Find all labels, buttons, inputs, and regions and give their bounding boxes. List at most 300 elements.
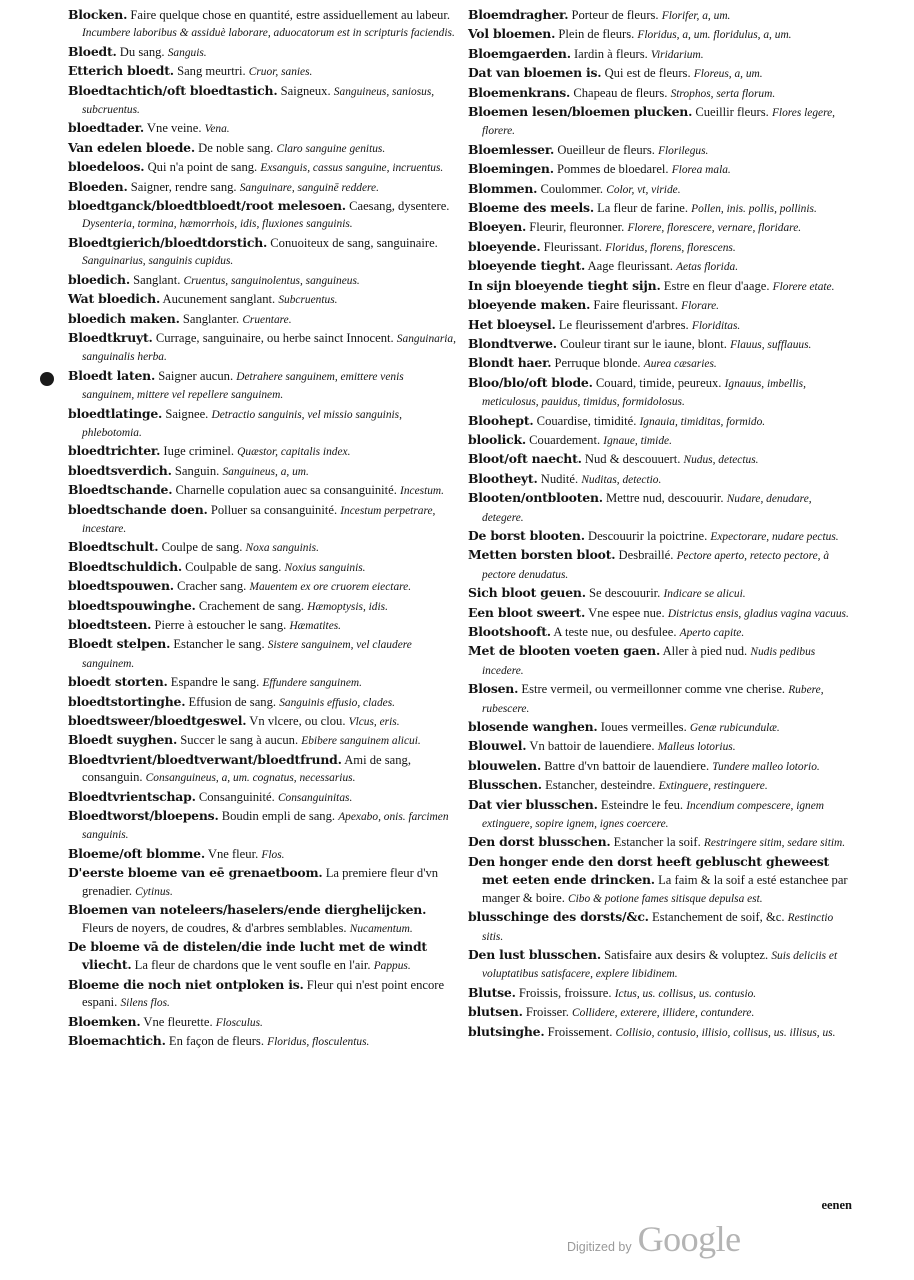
latin-equivalent: Pappus. <box>373 960 411 973</box>
headword: Van edelen bloede. <box>68 139 195 155</box>
french-definition: Faire fleurissant. <box>593 298 678 313</box>
headword: bloedtsverdich. <box>68 462 172 478</box>
dictionary-entry <box>468 1003 856 1022</box>
french-definition: Sang meurtri. <box>177 64 246 79</box>
right-column <box>468 6 856 1042</box>
headword: Bloedt stelpen. <box>68 636 171 652</box>
dictionary-entry <box>468 527 856 546</box>
dictionary-entry <box>68 405 456 443</box>
dictionary-entry <box>468 316 856 335</box>
dictionary-entry <box>468 354 856 373</box>
headword: Wat bloedich. <box>68 291 161 307</box>
french-definition: Caesang, dysentere. <box>349 199 450 214</box>
dictionary-entry <box>68 62 456 81</box>
dictionary-entry <box>68 807 456 845</box>
headword: Bloemachtich. <box>68 1032 166 1048</box>
headword: Bloemlesser. <box>468 141 555 157</box>
french-definition: Ioues vermeilles. <box>600 720 687 735</box>
french-definition: Estre en fleur d'aage. <box>663 278 770 293</box>
french-definition: Qui n'a point de sang. <box>147 160 258 175</box>
french-definition: La fleur de farine. <box>597 201 689 216</box>
latin-equivalent: Flos. <box>261 848 285 861</box>
latin-equivalent: Restinctio sitis. <box>482 912 834 943</box>
dictionary-entry <box>468 853 856 908</box>
headword: Blocken. <box>68 7 128 22</box>
latin-equivalent: Ictus, us. collisus, us. contusio. <box>614 987 757 1000</box>
dictionary-entry <box>68 139 456 158</box>
dictionary-entry <box>68 635 456 673</box>
dictionary-entry <box>68 290 456 309</box>
dictionary-entry <box>68 577 456 596</box>
headword: Bloemgaerden. <box>468 45 571 61</box>
dictionary-entry <box>68 82 456 120</box>
latin-equivalent: Apexabo, onis. farcimen sanguinis. <box>82 811 449 842</box>
headword: Bloedtworst/bloepens. <box>68 808 219 824</box>
headword: Bloedtachtich/oft bloedtastich. <box>68 82 278 98</box>
french-definition: Crachement de sang. <box>198 598 305 613</box>
dictionary-entry <box>468 776 856 795</box>
dictionary-entry <box>468 946 856 984</box>
headword: Dat van bloemen is. <box>468 65 602 81</box>
french-definition: Saigner aucun. <box>158 368 234 383</box>
french-definition: Froisser. <box>525 1005 569 1020</box>
dictionary-entry <box>68 6 456 43</box>
headword: Blommen. <box>468 180 538 196</box>
dictionary-entry <box>468 335 856 354</box>
latin-equivalent: Detrahere sanguinem, emittere venis sanguinem, mittere vel repellere sanguinem. <box>82 370 404 402</box>
latin-equivalent: Sanguineus, saniosus, subcruentus. <box>82 85 435 117</box>
dictionary-entry <box>68 442 456 461</box>
french-definition: La premiere fleur d'vn grenadier. <box>82 866 439 898</box>
headword: bloeyende maken. <box>468 297 591 313</box>
dictionary-entry <box>468 412 856 431</box>
french-definition: Perruque blonde. <box>554 356 641 371</box>
dictionary-entry <box>468 546 856 584</box>
french-definition: Nud & descouuert. <box>584 452 681 467</box>
french-definition: Coulpable de sang. <box>185 559 282 574</box>
latin-equivalent: Noxa sanguinis. <box>245 542 319 555</box>
latin-equivalent: Exsanguis, cassus sanguine, incruentus. <box>260 162 444 175</box>
dictionary-entry <box>468 642 856 680</box>
dictionary-entry <box>468 160 856 179</box>
headword: bloedtspouwinghe. <box>68 597 196 613</box>
french-definition: A teste nue, ou desfulee. <box>553 625 677 639</box>
latin-equivalent: Sistere sanguinem, vel claudere sanguinem. <box>82 639 412 670</box>
french-definition: Fleur qui n'est point encore espani. <box>82 977 445 1010</box>
dictionary-entry <box>68 367 456 405</box>
latin-equivalent: Sanguinis effusio, clades. <box>279 696 395 709</box>
headword: Bloemken. <box>68 1013 141 1029</box>
latin-equivalent: Sanguinaria, sanguinalis herba. <box>82 332 456 364</box>
french-definition: Succer le sang à aucun. <box>180 733 299 748</box>
headword: blosende wanghen. <box>468 719 598 735</box>
latin-equivalent: Suis deliciis et voluptatibus satisfacere, explere libidinem. <box>482 949 838 981</box>
latin-equivalent: Consanguineus, a, um. cognatus, necessarius. <box>145 772 356 785</box>
headword: Sich bloot geuen. <box>468 585 586 601</box>
french-definition: Esteindre le feu. <box>600 797 684 812</box>
latin-equivalent: Quæstor, capitalis index. <box>237 446 351 459</box>
dictionary-entry <box>68 158 456 177</box>
dictionary-entry <box>468 450 856 469</box>
headword: blouwelen. <box>468 757 542 773</box>
latin-equivalent: Noxius sanguinis. <box>284 561 366 574</box>
headword: bloedtsweer/bloedtgeswel. <box>68 713 247 729</box>
french-definition: Fleurs de noyers, de coudres, & d'arbres semblables. <box>82 920 347 935</box>
headword: Blouwel. <box>468 738 527 754</box>
french-definition: Couard, timide, peureux. <box>595 375 722 390</box>
latin-equivalent: Sanguineus, a, um. <box>222 465 309 478</box>
french-definition: Le fleurissement d'arbres. <box>558 317 689 332</box>
headword: Bloedtkruyt. <box>68 329 153 345</box>
latin-equivalent: Viridarium. <box>650 48 704 61</box>
french-definition: Se descouurir. <box>588 586 661 601</box>
dictionary-entry <box>468 238 856 257</box>
headword: blutsen. <box>468 1004 523 1020</box>
latin-equivalent: Sanguinarius, sanguinis cupidus. <box>82 255 234 268</box>
latin-equivalent: Ebibere sanguinem alicui. <box>301 735 421 748</box>
french-definition: Estancher le sang. <box>173 637 265 652</box>
latin-equivalent: Mauentem ex ore cruorem eiectare. <box>249 581 412 594</box>
latin-equivalent: Floreus, a, um. <box>693 68 763 81</box>
headword: Blusschen. <box>468 777 542 793</box>
headword: bloeyende tieght. <box>468 258 586 274</box>
dictionary-entry <box>68 845 456 864</box>
french-definition: Satisfaire aux desirs & voluptez. <box>604 947 769 962</box>
headword: Bloedtvrient/bloedtverwant/bloedtfrund. <box>68 751 342 767</box>
french-definition: Froissement. <box>547 1024 613 1039</box>
latin-equivalent: Silens flos. <box>120 997 170 1010</box>
dictionary-entry <box>468 796 856 834</box>
headword: Blooten/ontblooten. <box>468 490 603 506</box>
catchword: eenen <box>821 1198 852 1212</box>
dictionary-entry <box>68 864 456 901</box>
dictionary-entry <box>468 489 856 527</box>
digitized-by-label: Digitized by <box>567 1240 632 1254</box>
latin-equivalent: Districtus ensis, gladius vagina vacuus. <box>667 607 849 620</box>
latin-equivalent: Incumbere laboribus & assiduè laborare, aduocatorum est in scripturis faciendis. <box>82 27 455 40</box>
headword: Bloedtschult. <box>68 539 159 555</box>
dictionary-entry <box>468 604 856 623</box>
dictionary-entry <box>68 538 456 557</box>
headword: bloedeloos. <box>68 159 145 175</box>
latin-equivalent: Detractio sanguinis, vel missio sanguinis, phlebotomia. <box>82 408 402 439</box>
headword: De bloeme vā de distelen/die inde lucht met de windt vliecht. <box>68 938 427 973</box>
dictionary-entry <box>68 310 456 329</box>
dictionary-entry <box>68 481 456 500</box>
dictionary-entry <box>468 25 856 44</box>
headword: Het bloeysel. <box>468 316 556 332</box>
french-definition: Aucunement sanglant. <box>162 292 276 307</box>
french-definition: Consanguinité. <box>198 789 275 804</box>
french-definition: Vne espee nue. <box>588 605 665 620</box>
french-definition: Porteur de fleurs. <box>571 8 659 22</box>
dictionary-entry <box>468 984 856 1003</box>
dictionary-entry <box>468 199 856 218</box>
latin-equivalent: Cruentare. <box>242 313 292 326</box>
french-definition: Aller à pied nud. <box>662 644 748 659</box>
dictionary-entry <box>68 119 456 138</box>
headword: Bloemingen. <box>468 161 554 177</box>
headword: Bloemenkrans. <box>468 84 571 100</box>
headword: Bloedt laten. <box>68 367 156 383</box>
french-definition: Couleur tirant sur le iaune, blont. <box>560 336 727 351</box>
headword: Metten borsten bloot. <box>468 547 616 563</box>
latin-equivalent: Cruentus, sanguinolentus, sanguineus. <box>183 274 360 287</box>
latin-equivalent: Cruor, sanies. <box>248 66 313 79</box>
french-definition: La faim & la soif a esté estanchee par manger & boire. <box>482 873 848 905</box>
french-definition: Iuge criminel. <box>163 444 235 459</box>
headword: Den lust blusschen. <box>468 946 601 962</box>
latin-equivalent: Flauus, sufflauus. <box>730 338 812 351</box>
french-definition: Estanchement de soif, &c. <box>651 910 785 925</box>
french-definition: Cracher sang. <box>177 579 247 594</box>
dictionary-entry <box>468 757 856 776</box>
dictionary-entry <box>468 623 856 642</box>
latin-equivalent: Subcruentus. <box>278 294 338 307</box>
french-definition: De noble sang. <box>198 140 274 155</box>
french-definition: Vne fleur. <box>207 846 259 861</box>
dictionary-entry <box>68 1032 456 1051</box>
headword: Den honger ende den dorst heeft gebluscht gheweest met eeten ende drincken. <box>468 853 830 888</box>
dictionary-entry <box>468 296 856 315</box>
latin-equivalent: Ignaue, timide. <box>603 434 672 447</box>
latin-equivalent: Ignauus, imbellis, meticulosus, pauidus, timidus, formidolosus. <box>482 377 806 409</box>
latin-equivalent: Vlcus, eris. <box>348 716 400 729</box>
dictionary-entry <box>68 712 456 731</box>
headword: Bloemdragher. <box>468 7 569 22</box>
french-definition: Conuoiteux de sang, sanguinaire. <box>270 235 438 250</box>
headword: Bloedt. <box>68 43 117 59</box>
headword: Dat vier blusschen. <box>468 796 598 812</box>
headword: bloedtganck/bloedtbloedt/root melesoen. <box>68 198 346 214</box>
french-definition: Polluer sa consanguinité. <box>210 502 338 517</box>
dictionary-entry <box>68 673 456 692</box>
french-definition: Chapeau de fleurs. <box>573 85 668 100</box>
dictionary-entry <box>468 718 856 737</box>
dictionary-entry <box>68 271 456 290</box>
latin-equivalent: Sanguinare, sanguinē reddere. <box>239 181 379 194</box>
french-definition: Boudin empli de sang. <box>221 809 336 824</box>
dictionary-entry <box>468 1023 856 1042</box>
dictionary-entry <box>468 374 856 412</box>
latin-equivalent: Nucamentum. <box>349 922 413 935</box>
latin-equivalent: Nuditas, detectio. <box>581 473 662 486</box>
dictionary-entry <box>468 680 856 718</box>
latin-equivalent: Floridus, florens, florescens. <box>605 241 736 254</box>
left-column <box>68 6 456 1051</box>
latin-equivalent: Tundere malleo lotorio. <box>712 760 820 773</box>
headword: Etterich bloedt. <box>68 63 174 79</box>
french-definition: La fleur de chardons que le vent soufle en l'air. <box>134 958 371 973</box>
latin-equivalent: Consanguinitas. <box>277 791 353 804</box>
dictionary-entry <box>68 197 456 234</box>
headword: Blootheyt. <box>468 470 538 486</box>
latin-equivalent: Florifer, a, um. <box>661 10 731 22</box>
latin-equivalent: Cibo & potione fames sitisque depulsa est. <box>568 892 763 905</box>
french-definition: Currage, sanguinaire, ou herbe sainct Innocent. <box>155 330 394 345</box>
latin-equivalent: Malleus lotorius. <box>657 741 736 754</box>
latin-equivalent: Florere, florescere, vernare, floridare. <box>627 222 802 235</box>
french-definition: Nudité. <box>540 471 579 486</box>
latin-equivalent: Aetas florida. <box>676 261 739 274</box>
headword: Bloohept. <box>468 412 534 428</box>
headword: Blosen. <box>468 681 519 697</box>
headword: Bloedtvrientschap. <box>68 788 196 804</box>
latin-equivalent: Effundere sanguinem. <box>262 677 362 690</box>
latin-equivalent: Sanguis. <box>167 46 207 59</box>
french-definition: En façon de fleurs. <box>168 1033 264 1048</box>
french-definition: Saigneux. <box>280 83 331 98</box>
latin-equivalent: Nudare, denudare, detegere. <box>482 493 812 524</box>
dictionary-entry <box>468 431 856 450</box>
french-definition: Pommes de bloedarel. <box>556 162 669 177</box>
dictionary-entry <box>68 329 456 367</box>
french-definition: Couardement. <box>529 432 601 447</box>
french-definition: Vne veine. <box>146 121 202 136</box>
latin-equivalent: Pectore aperto, retecto pectore, à pectore denudatus. <box>482 550 830 581</box>
dictionary-entry <box>468 833 856 852</box>
latin-equivalent: Collidere, exterere, illidere, contundere. <box>572 1007 755 1020</box>
french-definition: Battre d'vn battoir de lauendiere. <box>544 758 710 773</box>
headword: Bloeden. <box>68 178 128 194</box>
latin-equivalent: Dysenteria, tormina, hæmorrhois, idis, fluxiones sanguinis. <box>82 218 353 231</box>
headword: bloedtstortinghe. <box>68 693 186 709</box>
latin-equivalent: Restringere sitim, sedare sitim. <box>703 837 846 850</box>
dictionary-entry <box>68 788 456 807</box>
french-definition: Charnelle copulation auec sa consanguinité. <box>175 483 397 498</box>
headword: bloedtlatinge. <box>68 405 163 421</box>
dictionary-entry <box>468 180 856 199</box>
headword: bloedich maken. <box>68 310 180 326</box>
dictionary-entry <box>468 908 856 946</box>
dictionary-entry <box>468 470 856 489</box>
dictionary-entry <box>68 976 456 1013</box>
dictionary-entry <box>468 257 856 276</box>
headword: bloedtsteen. <box>68 617 152 632</box>
dictionary-entry <box>68 43 456 62</box>
french-definition: Faire quelque chose en quantité, estre assiduellement au labeur. <box>130 8 450 22</box>
dictionary-entry <box>68 1013 456 1032</box>
headword: Bloeyen. <box>468 219 527 235</box>
french-definition: Couardise, timidité. <box>536 413 637 428</box>
french-definition: Plein de fleurs. <box>558 27 635 42</box>
dictionary-entry <box>68 616 456 635</box>
headword: bloedtrichter. <box>68 443 161 459</box>
headword: Den dorst blusschen. <box>468 834 611 850</box>
headword: bloeyende. <box>468 238 541 254</box>
french-definition: Oueilleur de fleurs. <box>557 142 655 157</box>
french-definition: Aage fleurissant. <box>587 259 673 274</box>
latin-equivalent: Aurea cæsaries. <box>643 358 717 371</box>
dictionary-entry <box>68 558 456 577</box>
dictionary-entry <box>68 731 456 750</box>
headword: D'eerste bloeme van eē grenaetboom. <box>68 865 323 881</box>
latin-equivalent: Genæ rubicundulæ. <box>689 722 780 735</box>
french-definition: Froissis, froissure. <box>518 985 612 1000</box>
headword: bloolick. <box>468 431 526 447</box>
french-definition: Ami de sang, consanguin. <box>82 752 411 785</box>
french-definition: Effusion de sang. <box>188 694 277 709</box>
latin-equivalent: Aperto capite. <box>679 627 745 639</box>
french-definition: Mettre nud, descouurir. <box>606 491 724 506</box>
headword: Bloedtschande. <box>68 482 173 498</box>
headword: Blondt haer. <box>468 355 552 371</box>
ink-blot <box>40 372 54 386</box>
french-definition: Descouurir la poictrine. <box>588 528 708 543</box>
french-definition: Iardin à fleurs. <box>573 46 648 61</box>
headword: Bloeme/oft blomme. <box>68 845 205 861</box>
french-definition: Sanglant. <box>133 272 181 287</box>
dictionary-entry <box>468 218 856 237</box>
headword: bloedich. <box>68 271 130 287</box>
headword: Blutse. <box>468 984 516 1000</box>
dictionary-entry <box>468 737 856 756</box>
headword: De borst blooten. <box>468 527 585 543</box>
latin-equivalent: Incestum. <box>400 485 444 498</box>
headword: Bloemen van noteleers/haselers/ende dierghelijcken. <box>68 902 427 918</box>
dictionary-entry <box>68 938 456 976</box>
french-definition: Du sang. <box>119 44 165 59</box>
headword: Vol bloemen. <box>468 26 556 42</box>
latin-equivalent: Expectorare, nudare pectus. <box>710 530 839 543</box>
headword: Bloemen lesen/bloemen plucken. <box>468 104 693 120</box>
latin-equivalent: Incendium compescere, ignem extinguere, sopire ignem, ignes coercere. <box>482 799 825 831</box>
french-definition: Saigner, rendre sang. <box>130 179 237 194</box>
latin-equivalent: Flosculus. <box>215 1016 263 1029</box>
latin-equivalent: Indicare se alicui. <box>663 588 746 601</box>
french-definition: Espandre le sang. <box>170 675 260 690</box>
french-definition: Sanguin. <box>174 463 220 478</box>
latin-equivalent: Ignauia, timiditas, formido. <box>639 415 766 428</box>
headword: Bloo/blo/oft blode. <box>468 374 593 390</box>
latin-equivalent: Vena. <box>204 123 230 136</box>
dictionary-entry <box>68 597 456 616</box>
french-definition: Estancher la soif. <box>613 835 701 850</box>
headword: Bloedtgierich/bloedtdorstich. <box>68 234 268 250</box>
latin-equivalent: Incestum perpetrare, incestare. <box>82 504 436 535</box>
latin-equivalent: Florea mala. <box>671 164 731 177</box>
french-definition: Vne fleurette. <box>143 1014 213 1029</box>
dictionary-entry <box>468 141 856 160</box>
headword: bloedt storten. <box>68 674 168 690</box>
french-definition: Desbraillé. <box>618 548 674 563</box>
dictionary-entry <box>68 501 456 539</box>
dictionary-entry <box>68 693 456 712</box>
dictionary-entry <box>468 45 856 64</box>
latin-equivalent: Cytinus. <box>135 885 173 898</box>
headword: Blondtverwe. <box>468 335 557 351</box>
dictionary-entry <box>68 234 456 271</box>
headword: Bloot/oft naecht. <box>468 451 582 467</box>
headword: Bloedtschuldich. <box>68 558 182 574</box>
latin-equivalent: Pollen, inis. pollis, pollinis. <box>691 203 817 216</box>
french-definition: Fleurir, fleuronner. <box>529 220 625 235</box>
latin-equivalent: Claro sanguine genitus. <box>276 142 386 155</box>
french-definition: Estre vermeil, ou vermeillonner comme vne cherise. <box>521 682 786 697</box>
latin-equivalent: Strophos, serta florum. <box>670 87 776 100</box>
french-definition: Estancher, desteindre. <box>545 778 656 793</box>
dictionary-entry <box>68 178 456 197</box>
headword: bloedtspouwen. <box>68 578 174 594</box>
headword: In sijn bloeyende tieght sijn. <box>468 277 661 293</box>
latin-equivalent: Color, vt, viride. <box>606 183 681 196</box>
latin-equivalent: Rubere, rubescere. <box>482 684 824 715</box>
french-definition: Coulommer. <box>540 181 604 196</box>
dictionary-entry <box>468 64 856 83</box>
headword: Bloeme die noch niet ontploken is. <box>68 976 304 992</box>
latin-equivalent: Floriditas. <box>691 319 741 332</box>
french-definition: Fleurissant. <box>543 239 603 254</box>
